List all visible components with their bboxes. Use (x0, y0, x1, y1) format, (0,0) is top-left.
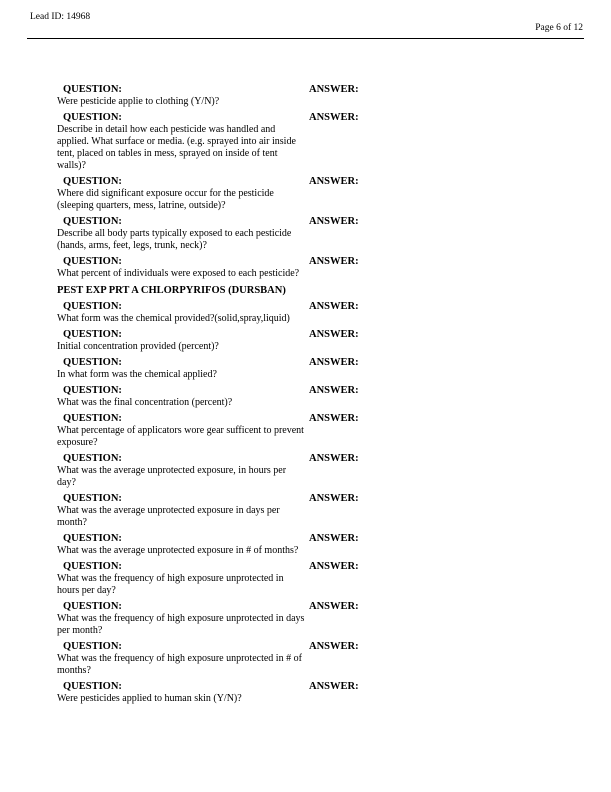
question-text: Were pesticides applied to human skin (Y/N)? (57, 693, 242, 704)
answer-label: ANSWER: (309, 453, 359, 464)
question-column (57, 681, 307, 705)
question-column (57, 385, 307, 409)
answer-label: ANSWER: (309, 357, 359, 368)
question-text: What percentage of applicators wore gear sufficent to prevent exposure? (57, 425, 304, 448)
question-answer-row (0, 413, 611, 449)
answer-label: ANSWER: (309, 601, 359, 612)
question-label: QUESTION: (63, 561, 122, 572)
question-column (57, 413, 307, 449)
answer-label: ANSWER: (309, 561, 359, 572)
question-text: What was the average unprotected exposure in days per month? (57, 505, 280, 528)
lead-id-label: Lead ID: 14968 (30, 12, 91, 22)
question-answer-row (0, 112, 611, 172)
question-text: Initial concentration provided (percent)? (57, 341, 219, 352)
answer-label: ANSWER: (309, 641, 359, 652)
answer-label: ANSWER: (309, 84, 359, 95)
question-text: What was the average unprotected exposure in # of months? (57, 545, 299, 556)
question-label: QUESTION: (63, 453, 122, 464)
answer-column (309, 681, 359, 693)
question-answer-row (0, 493, 611, 529)
question-label: QUESTION: (63, 681, 122, 692)
question-label: QUESTION: (63, 385, 122, 396)
question-answer-row (0, 601, 611, 637)
section-header: PEST EXP PRT A CHLORPYRIFOS (DURSBAN) (57, 285, 286, 296)
answer-column (309, 561, 359, 573)
answer-column (309, 176, 359, 188)
question-column (57, 112, 307, 172)
answer-column (309, 601, 359, 613)
question-text: Describe all body parts typically exposed to each pesticide (hands, arms, feet, legs, trunk, neck)? (57, 228, 292, 251)
answer-column (309, 453, 359, 465)
answer-column (309, 256, 359, 268)
question-answer-row (0, 561, 611, 597)
page-number-label: Page 6 of 12 (535, 23, 583, 33)
question-answer-row (0, 301, 611, 325)
question-label: QUESTION: (63, 329, 122, 340)
answer-label: ANSWER: (309, 216, 359, 227)
answer-column (309, 112, 359, 124)
question-answer-row (0, 329, 611, 353)
question-label: QUESTION: (63, 493, 122, 504)
question-label: QUESTION: (63, 413, 122, 424)
answer-label: ANSWER: (309, 385, 359, 396)
question-label: QUESTION: (63, 601, 122, 612)
question-text: Were pesticide applie to clothing (Y/N)? (57, 96, 220, 107)
question-text: What form was the chemical provided?(solid,spray,liquid) (57, 313, 290, 324)
answer-column (309, 357, 359, 369)
question-column (57, 256, 307, 280)
answer-label: ANSWER: (309, 533, 359, 544)
answer-column (309, 641, 359, 653)
question-label: QUESTION: (63, 216, 122, 227)
answer-label: ANSWER: (309, 681, 359, 692)
question-label: QUESTION: (63, 112, 122, 123)
question-column (57, 329, 307, 353)
question-text: What was the average unprotected exposure, in hours per day? (57, 465, 287, 488)
answer-column (309, 413, 359, 425)
question-text: In what form was the chemical applied? (57, 369, 217, 380)
question-answer-row (0, 385, 611, 409)
question-text: What percent of individuals were exposed to each pesticide? (57, 268, 300, 279)
question-column (57, 301, 307, 325)
question-answer-row (0, 453, 611, 489)
question-text: What was the frequency of high exposure unprotected in # of months? (57, 653, 302, 676)
answer-label: ANSWER: (309, 329, 359, 340)
question-text: Where did significant exposure occur for the pesticide (sleeping quarters, mess, latrine, outside)? (57, 188, 274, 211)
question-label: QUESTION: (63, 256, 122, 267)
question-column (57, 216, 307, 252)
question-answer-row (0, 681, 611, 705)
question-answer-row (0, 357, 611, 381)
answer-column (309, 329, 359, 341)
question-column (57, 453, 307, 489)
question-label: QUESTION: (63, 641, 122, 652)
question-answer-row (0, 256, 611, 280)
question-answer-row (0, 533, 611, 557)
header-divider (27, 38, 584, 39)
question-column (57, 357, 307, 381)
answer-column (309, 493, 359, 505)
question-text: What was the final concentration (percent)? (57, 397, 233, 408)
question-label: QUESTION: (63, 84, 122, 95)
answer-column (309, 216, 359, 228)
answer-column (309, 301, 359, 313)
question-column (57, 84, 307, 108)
question-text: Describe in detail how each pesticide was handled and applied. What surface or media. (e.g. sprayed into air inside tent, placed on tables in mess, sprayed on inside of tent walls)? (57, 124, 296, 171)
answer-column (309, 385, 359, 397)
answer-label: ANSWER: (309, 413, 359, 424)
question-label: QUESTION: (63, 176, 122, 187)
answer-label: ANSWER: (309, 301, 359, 312)
question-column (57, 641, 307, 677)
question-column (57, 533, 307, 557)
answer-column (309, 84, 359, 96)
question-column (57, 561, 307, 597)
question-column (57, 601, 307, 637)
question-answer-row (0, 176, 611, 212)
answer-label: ANSWER: (309, 493, 359, 504)
question-text: What was the frequency of high exposure unprotected in hours per day? (57, 573, 284, 596)
question-column (57, 493, 307, 529)
answer-label: ANSWER: (309, 176, 359, 187)
question-column (57, 176, 307, 212)
question-label: QUESTION: (63, 533, 122, 544)
question-text: What was the frequency of high exposure unprotected in days per month? (57, 613, 305, 636)
question-label: QUESTION: (63, 357, 122, 368)
question-answer-row (0, 84, 611, 108)
answer-label: ANSWER: (309, 112, 359, 123)
question-answer-row (0, 641, 611, 677)
question-answer-row (0, 216, 611, 252)
question-label: QUESTION: (63, 301, 122, 312)
answer-label: ANSWER: (309, 256, 359, 267)
question-list (0, 84, 611, 709)
answer-column (309, 533, 359, 545)
